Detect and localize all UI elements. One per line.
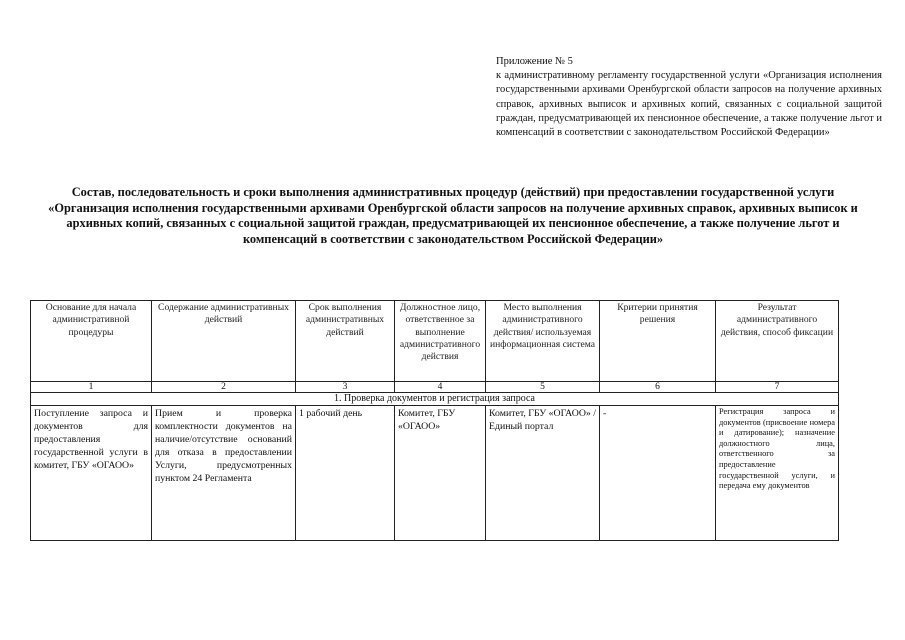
- cell-basis: Поступление запроса и документов для предоставления государственной услуги в комитет, ГБУ «ОГАОО»: [31, 406, 152, 541]
- column-number: 7: [716, 382, 839, 393]
- cell-result: Регистрация запроса и документов (присвоение номера и датирование); назначение должностного лица, ответственного за предоставление государственной услуги, и передача ему документов: [716, 406, 839, 541]
- column-number-row: [31, 382, 839, 393]
- section-title: 1. Проверка документов и регистрация запроса: [31, 393, 839, 406]
- header-cell: Критерии принятия решения: [600, 301, 716, 382]
- document-title: Состав, последовательность и сроки выполнения административных процедур (действий) при предоставлении государственной услуги «Организация исполнения государственными архивами Оренбургской области запросов на получение архивных справок, архивных выписок и архивных копий, связанных с социальной защитой граждан, предусматривающей их пенсионное обеспечение, а также получение льгот и компенсаций в соответствии с законодательством Российской Федерации»: [48, 185, 858, 246]
- cell-criteria: -: [600, 406, 716, 541]
- header-cell: Содержание административных действий: [152, 301, 296, 382]
- header-cell: Срок выполнения административных действий: [296, 301, 395, 382]
- appendix-heading: Приложение № 5: [496, 56, 573, 67]
- table-header-row: [31, 301, 839, 382]
- column-number: 4: [395, 382, 486, 393]
- header-cell: Основание для начала административной процедуры: [31, 301, 152, 382]
- table-row: [31, 406, 839, 541]
- column-number: 3: [296, 382, 395, 393]
- column-number: 2: [152, 382, 296, 393]
- header-cell: Должностное лицо, ответственное за выполнение административного действия: [395, 301, 486, 382]
- cell-content: Прием и проверка комплектности документов на наличие/отсутствие оснований для отказа в предоставлении Услуги, предусмотренных пунктом 24 Регламента: [152, 406, 296, 541]
- appendix-text: к административному регламенту государственной услуги «Организация исполнения государственными архивами Оренбургской области запросов на получение архивных справок, архивных выписок и архивных копий, связанных с социальной защитой граждан, предусматривающей их пенсионное обеспечение, а также получение льгот и компенсаций в соответствии с законодательством Российской Федерации»: [496, 70, 882, 139]
- appendix-block: [496, 55, 882, 140]
- section-row: [31, 393, 839, 406]
- header-cell: Результат административного действия, способ фиксации: [716, 301, 839, 382]
- cell-place: Комитет, ГБУ «ОГАОО» / Единый портал: [486, 406, 600, 541]
- cell-term: 1 рабочий день: [296, 406, 395, 541]
- header-cell: Место выполнения административного действия/ используемая информационная система: [486, 301, 600, 382]
- column-number: 1: [31, 382, 152, 393]
- column-number: 5: [486, 382, 600, 393]
- cell-official: Комитет, ГБУ «ОГАОО»: [395, 406, 486, 541]
- column-number: 6: [600, 382, 716, 393]
- procedures-table: [30, 300, 839, 541]
